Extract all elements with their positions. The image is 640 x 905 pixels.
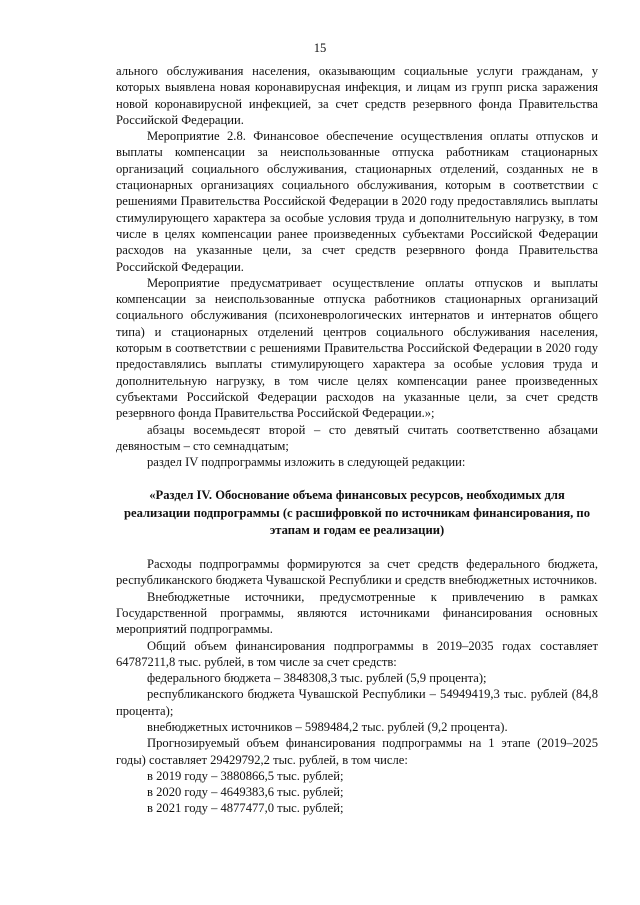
paragraph: Мероприятие 2.8. Финансовое обеспечение осуществления оплаты отпусков и выплаты компенсации за неиспользованные отпуска работникам стационарных организаций социального обслуживания, стационарных отделений, созданных не в стационарных организациях социального обслуживания, которым в соответствии с решениями Правительства Российской Федерации в 2020 году предоставлялись выплаты стимулирующего характера за особые условия труда и дополнительную нагрузку, в том числе в целях компенсации ранее произведенных субъектами Российской Федерации расходов на указанные цели, за счет средств резервного фонда Правительства Российской Федерации. [116, 129, 598, 274]
paragraph: федерального бюджета – 3848308,3 тыс. рублей (5,9 процента); [147, 671, 487, 686]
spacer [116, 470, 598, 487]
paragraph: Прогнозируемый объем финансирования подпрограммы на 1 этапе (2019–2025 годы) составляет 29429792,2 тыс. рублей, в том числе: [116, 736, 598, 767]
paragraph: Внебюджетные источники, предусмотренные к привлечению в рамках Государственной программы, являются источниками финансирования основных мероприятий подпрограммы. [116, 589, 598, 637]
spacer [116, 539, 598, 556]
paragraph: ального обслуживания населения, оказывающим социальные услуги гражданам, у которых выявлена новая коронавирусная инфекция, и лицам из групп риска заражения новой коронавирусной инфекцией, за счет средств резервного фонда Правительства Российской Федерации. [116, 64, 598, 127]
year-line: в 2020 году – 4649383,6 тыс. рублей; [147, 785, 344, 800]
paragraph: раздел IV подпрограммы изложить в следующей редакции: [147, 455, 466, 470]
paragraph: внебюджетных источников – 5989484,2 тыс. рублей (9,2 процента). [147, 720, 508, 734]
paragraph: Расходы подпрограммы формируются за счет средств федерального бюджета, республиканского бюджета Чувашской Республики и средств внебюджетных источников. [116, 557, 598, 588]
page-number: 15 [313, 41, 327, 55]
section-heading: «Раздел IV. Обоснование объема финансовых ресурсов, необходимых для реализации подпрограммы (с расшифровкой по источникам финансирования, по этапам и годам ее реализации) [123, 488, 590, 537]
paragraph: Мероприятие предусматривает осуществление оплаты отпусков и выплаты компенсации за неиспользованные отпуска работников стационарных организаций социального обслуживания (психоневрологических интернатов и интернатов общего типа) и стационарных отделений центров социального обслуживания населения, которым в соответствии с решениями Правительства Российской Федерации в 2020 году предоставлялись выплаты стимулирующего характера за особые условия труда и дополнительную нагрузку, в том числе целях компенсации ранее произведенных субъектами Российской Федерации расходов на указанные цели, за счет средств резервного фонда Правительства Российской Федерации.»; [116, 275, 598, 421]
paragraph: Общий объем финансирования подпрограммы в 2019–2035 годах составляет 64787211,8 тыс. рублей, в том числе за счет средств: [116, 638, 598, 669]
year-line: в 2021 году – 4877477,0 тыс. рублей; [147, 801, 344, 816]
year-line: в 2019 году – 3880866,5 тыс. рублей; [147, 768, 344, 783]
paragraph: республиканского бюджета Чувашской Республики – 54949419,3 тыс. рублей (84,8 процента); [116, 687, 598, 718]
document-body [116, 63, 598, 817]
paragraph: абзацы восемьдесят второй – сто девятый считать соответственно абзацами девяностым – сто семнадцатым; [116, 422, 598, 453]
